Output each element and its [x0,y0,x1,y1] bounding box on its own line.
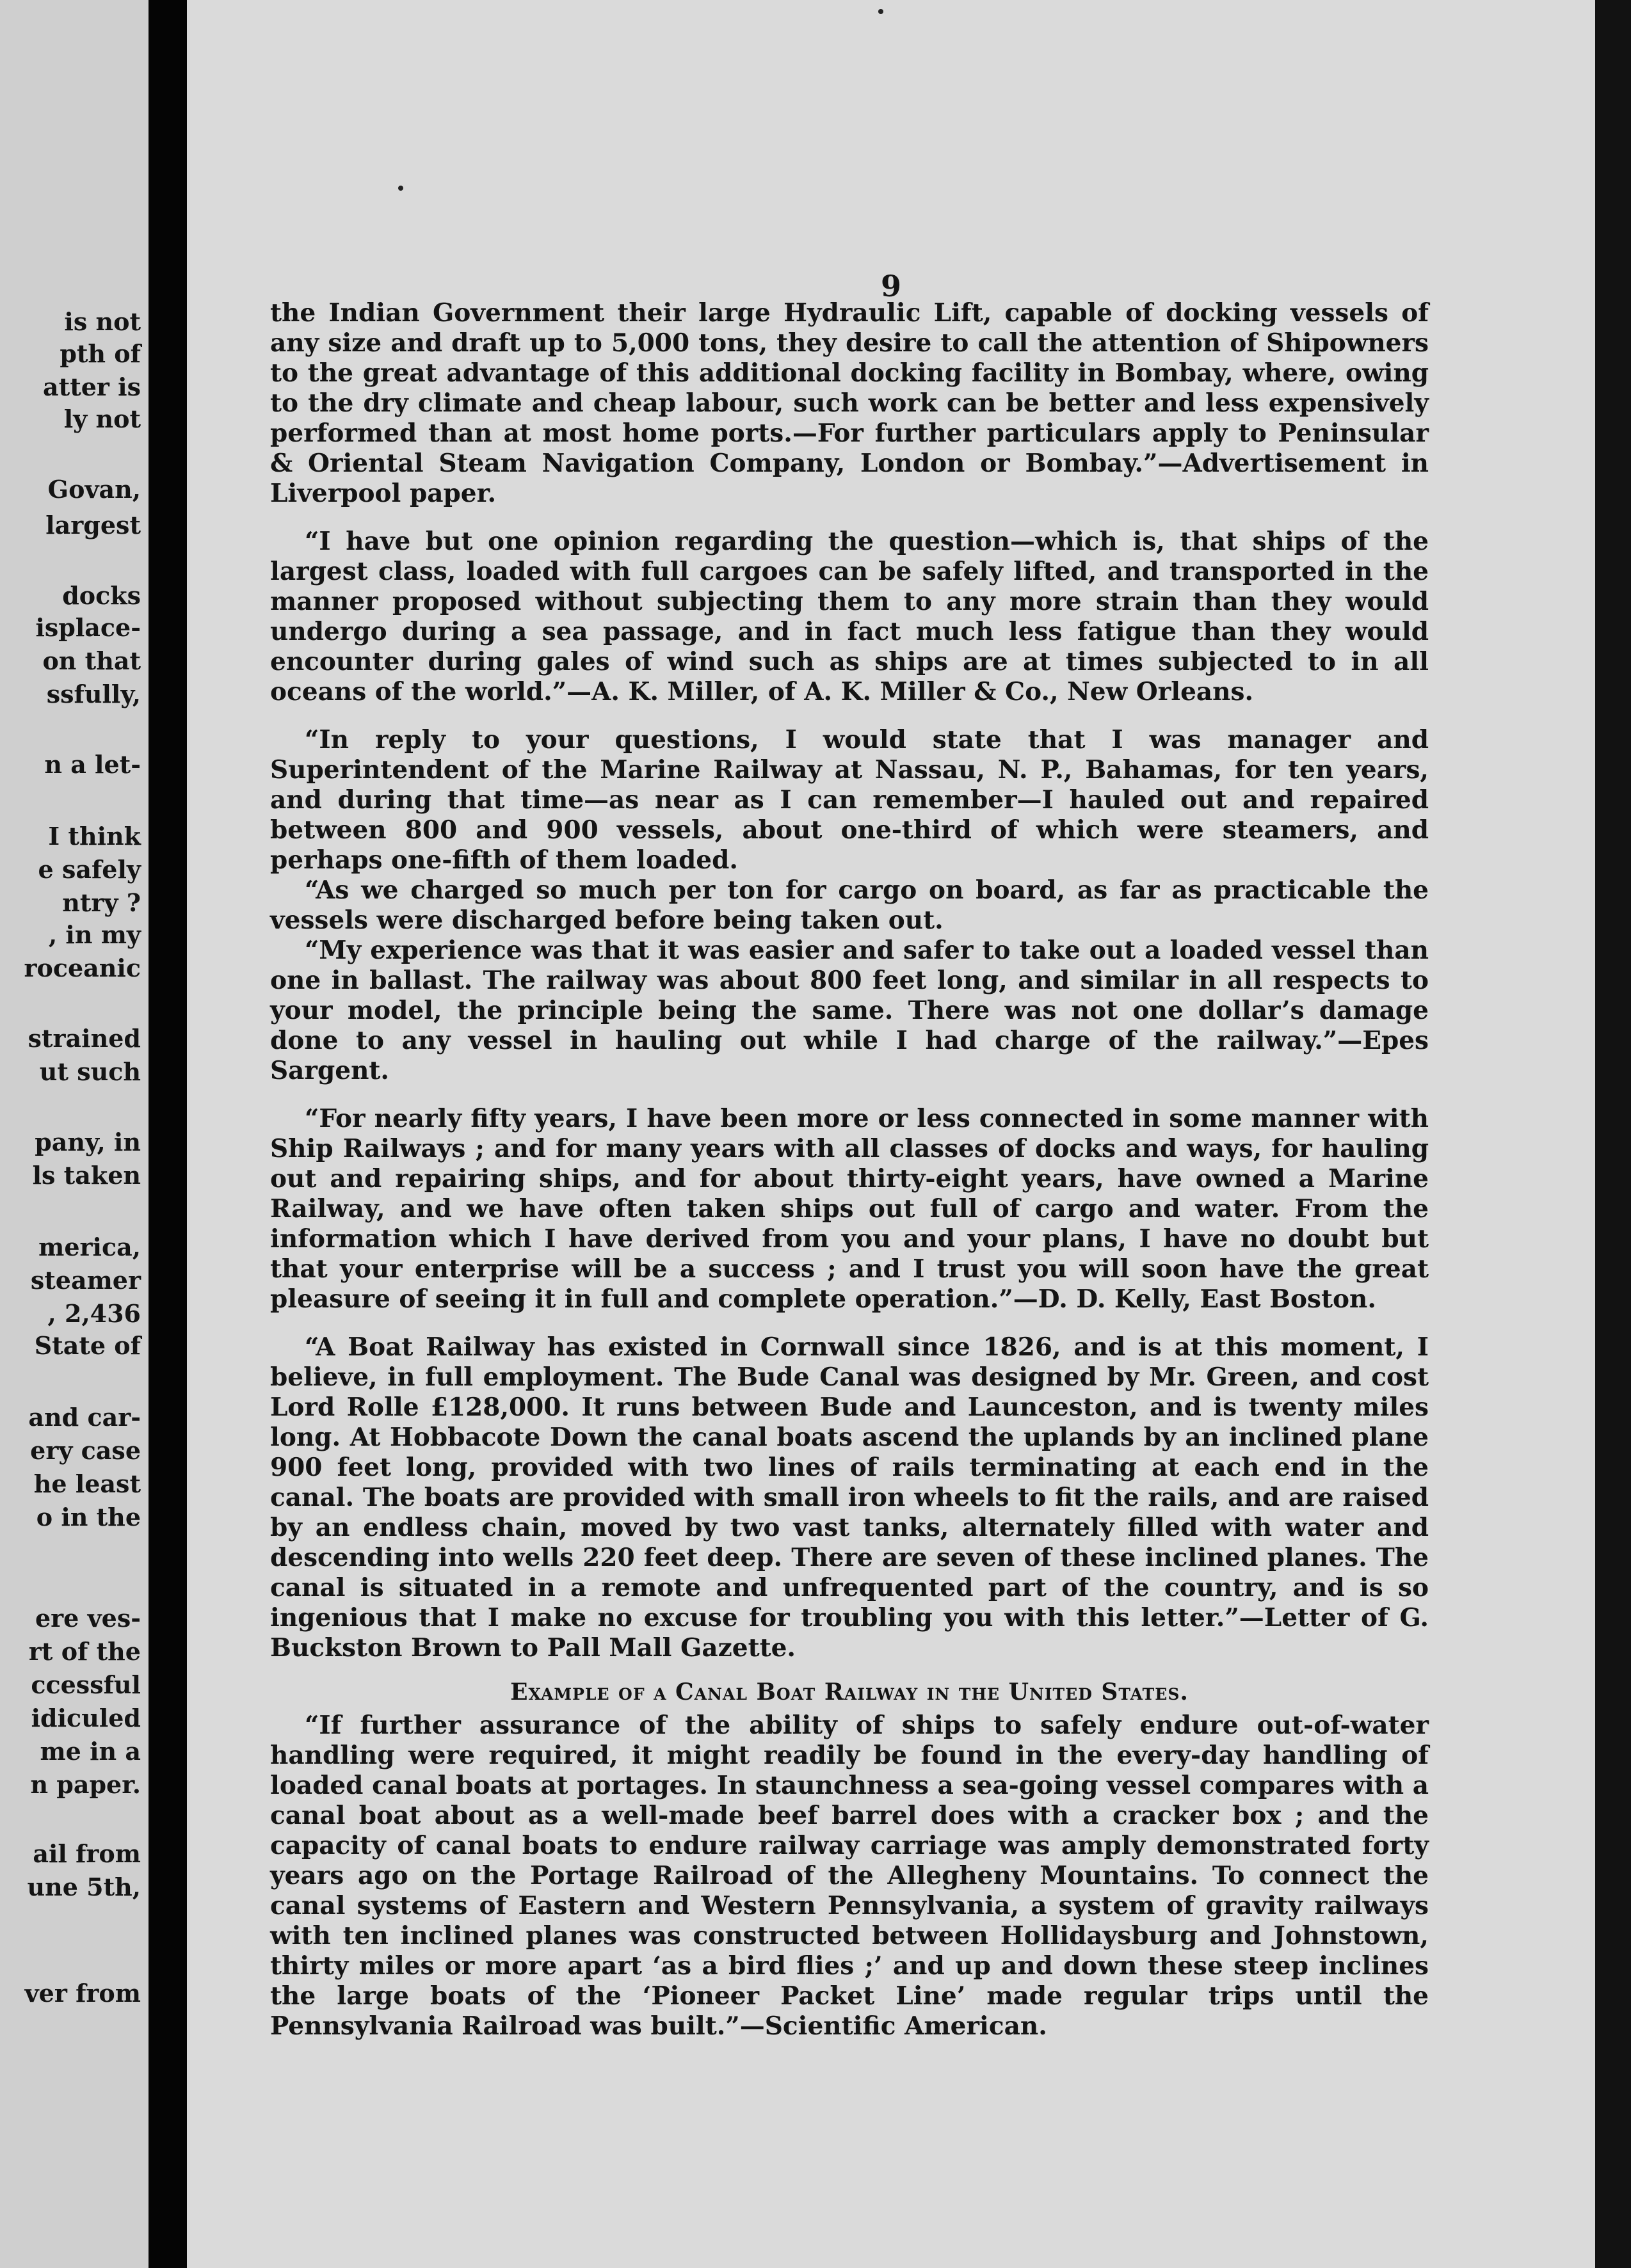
facing-page-line: o in the [36,1503,141,1531]
facing-page-line: ail from [33,1839,141,1868]
facing-page-line: merica, [38,1233,141,1261]
facing-page-line: ssfully, [46,680,141,708]
facing-page-line: , 2,436 [47,1299,141,1328]
facing-page-line: I think [48,822,141,850]
paragraph-kelly: “For nearly fifty years, I have been more or less connected in some manner with Ship Railways ; and for many years with all classes of docks and ways, for hauling out and repairing ships, and for about thirty-eight years, have owned a Marine Railway, and we have often taken ships out full of cargo and water. From the information which I have derived from you and your plans, I have no doubt but that your enterprise will be a success ; and I trust you will soon have the great pleasure of seeing it in full and complete operation.”—D. D. Kelly, East Boston. [270,1104,1429,1314]
facing-page-line: , in my [48,920,141,949]
facing-page-line: and car- [28,1403,141,1432]
facing-page-line: rt of the [28,1637,141,1666]
section-heading: Example of a Canal Boat Railway in the United States. [510,1679,1189,1705]
speck [398,186,403,191]
facing-page-line: docks [62,581,141,610]
facing-page-line: ut such [39,1057,141,1086]
facing-page-line: ntry ? [62,888,141,917]
book-gutter [149,0,187,2268]
facing-page-line: idiculed [31,1704,141,1732]
facing-page-line: atter is [43,372,141,401]
facing-page-line: roceanic [24,954,141,982]
facing-page-line: me in a [40,1737,141,1766]
paragraph-sargent-intro: “In reply to your questions, I would state that I was manager and Superintendent of the Marine Railway at Nassau, N. P., Bahamas, for ten years, and during that time—as near as I can remember—I hauled out and repaired between 800 and 900 vessels, about one-third of which were steamers, and perhaps one-fifth of them loaded. [270,725,1429,875]
facing-page-line: is not [64,307,141,336]
paragraph-sargent-experience: “My experience was that it was easier and safer to take out a loaded vessel than one in ballast. The railway was about 800 feet long, and similar in all respects to your model, the principle being the same. There was not one dollar’s damage done to any vessel in hauling out while I had charge of the railway.”—Epes Sargent. [270,936,1429,1085]
scan-edge [1595,0,1631,2268]
facing-page-line: ery case [30,1436,141,1465]
page-number: 9 [880,269,901,303]
facing-page-line: on that [42,646,141,675]
facing-page-line: Govan, [47,475,141,504]
paragraph-scientific-american: “If further assurance of the ability of ships to safely endure out-of-water handling were required, it might readily be found in the every-day handling of loaded canal boats at portages. In staunchness a sea-going vessel compares with a canal boat about as a well-made beef barrel does with a cracker box ; and the capacity of canal boats to endure railway carriage was amply demonstrated forty years ago on the Portage Railroad of the Allegheny Mountains. To connect the canal systems of Eastern and Western Pennsylvania, a system of gravity railways with ten inclined planes was constructed between Hollidaysburg and Johnstown, thirty miles or more apart ‘as a bird flies ;’ and up and down these steep inclines the large boats of the ‘Pioneer Packet Line’ made regular trips until the Pennsylvania Railroad was built.”—Scientific American. [270,1711,1429,2041]
facing-page-line: ls taken [32,1161,141,1190]
facing-page-line: State of [34,1331,141,1360]
facing-page-line: ccessful [31,1670,141,1699]
facing-page-line: he least [33,1469,141,1498]
speck [878,9,883,14]
facing-page-line: e safely [38,855,141,884]
facing-page-edge [0,0,149,2268]
facing-page-line: ly not [63,404,141,433]
facing-page-line: steamer [30,1266,141,1295]
facing-page-line: ver from [24,1979,141,2008]
paragraph-sargent-cargo: “As we charged so much per ton for cargo on board, as far as practicable the vessels were discharged before being taken out. [270,875,1429,935]
facing-page-line: isplace- [35,613,141,642]
facing-page-line: n paper. [30,1770,141,1799]
facing-page-line: ere ves- [35,1604,141,1633]
facing-page-line: n a let- [44,750,141,779]
document-page [187,0,1595,2268]
paragraph-bude-canal: “A Boat Railway has existed in Cornwall since 1826, and is at this moment, I believe, in full employment. The Bude Canal was designed by Mr. Green, and cost Lord Rolle £128,000. It runs between Bude and Launceston, and is twenty miles long. At Hobbacote Down the canal boats ascend the uplands by an inclined plane 900 feet long, provided with two lines of rails terminating at each end in the canal. The boats are provided with small iron wheels to fit the rails, and are raised by an endless chain, moved by two vast tanks, alternately filled with water and descending into wells 220 feet deep. There are seven of these inclined planes. The canal is situated in a remote and unfrequented part of the country, and is so ingenious that I make no excuse for troubling you with this letter.”—Letter of G. Buckston Brown to Pall Mall Gazette. [270,1332,1429,1663]
page-body [270,262,1429,2041]
facing-page-line: strained [28,1024,141,1053]
paragraph-miller: “I have but one opinion regarding the question—which is, that ships of the largest class, loaded with full cargoes can be safely lifted, and transported in the manner proposed without subjecting them to any more strain than they would undergo during a sea passage, and in fact much less fatigue than they would encounter during gales of wind such as ships are at times subjected to in all oceans of the world.”—A. K. Miller, of A. K. Miller & Co., New Orleans. [270,527,1429,707]
facing-page-line: pth of [60,339,141,368]
paragraph-advertisement: the Indian Government their large Hydraulic Lift, capable of docking vessels of any size and draft up to 5,000 tons, they desire to call the attention of Shipowners to the great advantage of this additional docking facility in Bombay, where, owing to the dry climate and cheap labour, such work can be better and less expensively performed than at most home ports.—For further particulars apply to Peninsular & Oriental Steam Navigation Company, London or Bombay.”—Advertisement in Liverpool paper. [270,298,1429,508]
facing-page-line: une 5th, [27,1873,141,1901]
facing-page-line: largest [45,511,141,539]
facing-page-line: pany, in [35,1128,141,1156]
